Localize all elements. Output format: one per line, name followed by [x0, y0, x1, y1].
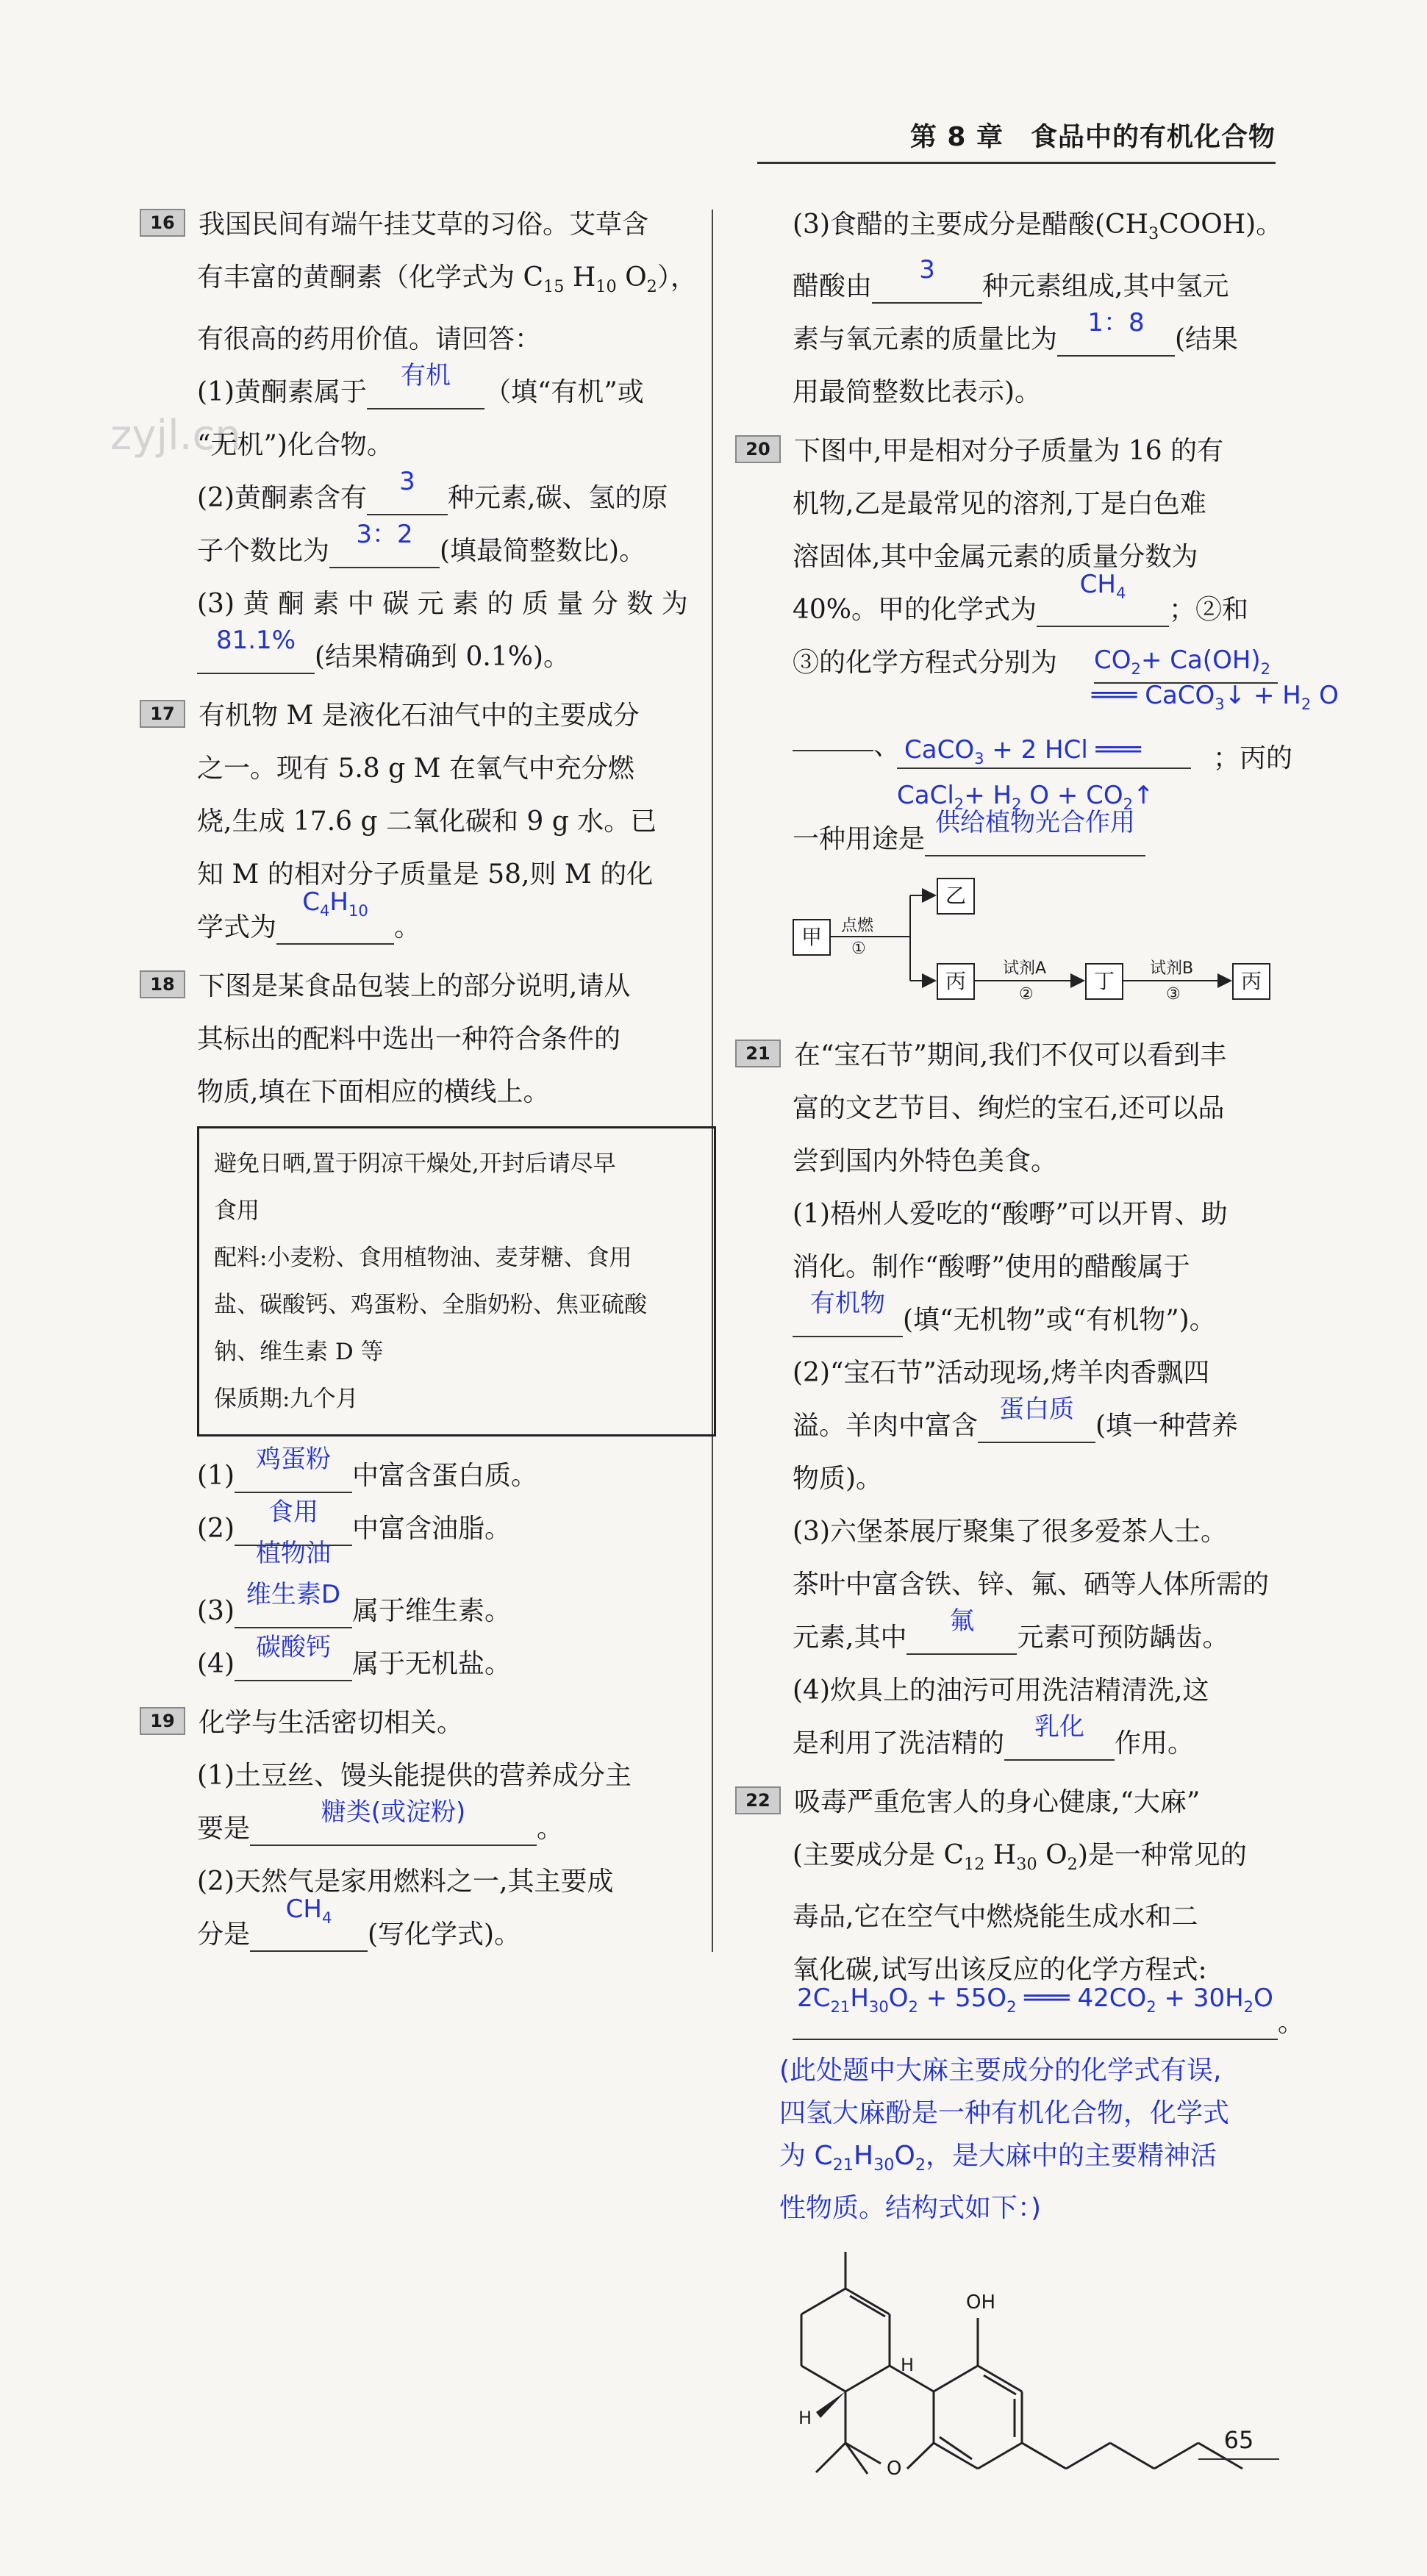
label-line: 配料:小麦粉、食用植物油、麦芽糖、食用 [214, 1245, 632, 1272]
answer: 乳化 [1034, 1712, 1085, 1742]
oh-label: OH [966, 2291, 996, 2314]
answer-blank[interactable] [367, 361, 484, 409]
question-22 [735, 1776, 1305, 2523]
answer-blank[interactable] [250, 1797, 537, 1846]
question-text: 有丰富的黄酮素（化学式为 $C_{15}$ $H_{10}$ $O_2$）， [197, 262, 697, 297]
answer-underline [793, 718, 873, 751]
part-3: (3)六堡茶展厅聚集了很多爱茶人士。 [793, 1517, 1227, 1548]
answer: 食用 [268, 1498, 318, 1528]
reaction-diagram [793, 875, 1283, 1015]
node-bing-2: 丙 [1232, 963, 1270, 1000]
answer: $C_4H_{10}$ [302, 887, 368, 920]
part-2: (2)“宝石节”活动现场,烤羊肉香飘四 [793, 1358, 1210, 1389]
question-text: 化学与生活密切相关。 [199, 1708, 464, 1739]
part-4-cont: 是利用了洗洁精的 乳化 作用。 [735, 1717, 1283, 1770]
question-text: 40%。甲的化学式为 $CH_4$ ；②和 [735, 584, 1283, 637]
part-1: (1) 鸡蛋粉 中富含蛋白质。 [140, 1450, 695, 1503]
food-label-box [197, 1126, 716, 1437]
question-16 [140, 198, 695, 684]
node-ding: 丁 [1085, 963, 1123, 1000]
label-line: 避免日晒,置于阴凉干燥处,开封后请尽早 [214, 1151, 616, 1178]
page-header [757, 110, 1276, 164]
question-text: 我国民间有端午挂艾草的习俗。艾草含 [199, 210, 649, 240]
answer-blank[interactable] [906, 1606, 1017, 1655]
answer: 有机物 [810, 1289, 885, 1319]
answer: 3 [919, 255, 935, 285]
answer-blank[interactable] [1057, 308, 1175, 357]
answer-blank[interactable] [793, 1983, 1278, 2040]
question-text: 有很高的药用价值。请回答： [197, 324, 542, 355]
question-text: 氧化碳,试写出该反应的化学方程式: [793, 1955, 1207, 1986]
question-text: 下图是某食品包装上的部分说明,请从 [199, 971, 631, 1002]
part-4: (4)炊具上的油污可用洗洁精清洗,这 [793, 1675, 1209, 1706]
equation-2-bottom: CaCl$_2$+ $H_2$ $O + CO_2↑$ [897, 781, 1154, 813]
part-2-cont: 溢。羊肉中富含 蛋白质 (填一种营养 [735, 1400, 1283, 1453]
question-text: ；丙的 [1213, 743, 1293, 774]
answer-blank[interactable] [872, 255, 982, 304]
answer: $CH_4$ [285, 1895, 332, 1928]
answer-blank[interactable] [793, 1289, 903, 1337]
part-3-cont: 素与氧元素的质量比为 1：8 (结果 [735, 313, 1283, 366]
label-reagent-b: 试剂B [1150, 959, 1194, 978]
question-text: 尝到国内外特色美食。 [793, 1146, 1058, 1177]
structure-drawing [787, 2244, 1301, 2524]
question-text: 之一。现有 5.8 g M 在氧气中充分燃 [197, 754, 634, 784]
question-text: 下图中,甲是相对分子质量为 16 的有 [794, 436, 1224, 467]
question-text: 学式为 $C_4H_{10}$ 。 [140, 901, 695, 954]
h-label-1: H [901, 2354, 915, 2375]
answer: 蛋白质 [999, 1395, 1075, 1425]
label-line: 钠、维生素 D 等 [214, 1339, 384, 1366]
label-ignite: 点燃 [841, 917, 874, 936]
part-3: (3)食醋的主要成分是醋酸$(CH_3COOH)$。 [793, 210, 1283, 244]
chapter-title: 第 8 章 食品中的有机化合物 [909, 122, 1276, 152]
page-number: 65 [1198, 2426, 1279, 2460]
answer: $CH_4$ [1079, 570, 1126, 603]
answer-blank[interactable] [197, 626, 315, 674]
part-3-cont: 醋酸由 3 种元素组成,其中氢元 [735, 260, 1283, 313]
question-number: 22 [735, 1786, 781, 1814]
question-19-continued [735, 198, 1283, 419]
part-1: (1)梧州人爱吃的“酸嘢”可以开胃、助 [793, 1199, 1228, 1230]
column-divider [712, 210, 713, 1952]
part-3: (3) 维生素D 属于维生素。 [140, 1585, 695, 1638]
answer: 供给植物光合作用 [935, 808, 1136, 838]
part-3-cont: 用最简整数比表示)。 [793, 377, 1042, 408]
question-number: 17 [140, 700, 185, 728]
answer-blank[interactable] [1037, 570, 1169, 627]
question-text: 毒品,它在空气中燃烧能生成水和二 [793, 1902, 1198, 1933]
h-label-2: H [798, 2407, 812, 2428]
question-number: 18 [140, 970, 185, 998]
equation-1-top: $CO_2+ Ca(OH)_2$ [1094, 645, 1271, 678]
part-4: (4) 碳酸钙 属于无机盐。 [140, 1638, 695, 1691]
left-column [140, 198, 695, 1967]
answer-blank[interactable] [235, 1498, 352, 1569]
answer: 植物油 [256, 1539, 331, 1569]
right-column [735, 198, 1339, 2530]
label-step-1: ① [851, 940, 866, 959]
part-1: (1)土豆丝、馒头能提供的营养成分主 [197, 1761, 632, 1792]
answer: 碳酸钙 [256, 1633, 331, 1663]
answer-blank[interactable] [978, 1395, 1095, 1443]
question-text: 其标出的配料中选出一种符合条件的 [197, 1024, 621, 1055]
question-18 [140, 960, 695, 1691]
question-19 [140, 1697, 695, 1961]
equation-line-2: 、 CaCO$_3$ + 2 HCl ═══ CaCl$_2$+ $H_2$ $O + CO_2↑$ ；丙的 [735, 718, 1283, 813]
thc-structure [787, 2244, 1301, 2524]
question-text: 烧,生成 17.6 g 二氧化碳和 9 g 水。已 [197, 806, 657, 837]
question-text: (主要成分是 $C_{12}$ $H_{30}$ $O_2$)是一种常见的 [793, 1840, 1247, 1875]
answer-blank[interactable] [235, 1633, 352, 1681]
equation-line-1: ③的化学方程式分别为 $CO_2+ Ca(OH)_2$ ═══ CaCO$_3$↓ + $H_2$ O [735, 637, 1283, 718]
node-yi: 乙 [937, 878, 975, 915]
question-17 [140, 690, 695, 954]
answer: 氟 [949, 1606, 975, 1636]
correction-note: (此处题中大麻主要成分的化学式有误, 四氢大麻酚是一种有机化合物，化学式 为 $C_{21}H_{30}O_2$，是大麻中的主要精神活 性物质。结构式如下：) [779, 2056, 1230, 2223]
question-text: 溶固体,其中金属元素的质量分数为 [793, 542, 1198, 573]
label-reagent-a: 试剂A [1003, 959, 1047, 978]
part-3-cont: 茶叶中富含铁、锌、氟、硒等人体所需的 [793, 1570, 1270, 1600]
answer: $2C_{21}H_{30}O_2 + 55O_2$ ═══ $42CO_2 + 30H_2O$ [797, 1983, 1273, 2016]
question-text: 物质,填在下面相应的横线上。 [197, 1077, 550, 1108]
part-3: (3) 黄 酮 素 中 碳 元 素 的 质 量 分 数 为 [197, 589, 688, 620]
answer: 鸡蛋粉 [256, 1445, 331, 1475]
label-step-2: ② [1019, 985, 1034, 1004]
part-1-cont: “无机”)化合物。 [197, 430, 393, 461]
label-line: 盐、碳酸钙、鸡蛋粉、全脂奶粉、焦亚硫酸 [214, 1292, 647, 1319]
answer-blank[interactable] [1004, 1712, 1115, 1761]
answer: 1：8 [1087, 308, 1145, 338]
question-text: 吸毒严重危害人的身心健康,“大麻” [794, 1787, 1201, 1818]
question-text: 在“宝石节”期间,我们不仅可以看到丰 [794, 1040, 1227, 1071]
part-2-cont: 子个数比为 3：2 (填最简整数比)。 [140, 525, 695, 578]
answer-blank[interactable] [329, 520, 440, 568]
watermark: zyjl.cn [110, 412, 241, 459]
question-20 [735, 425, 1339, 1015]
question-number: 20 [735, 435, 781, 463]
equation-1-bottom: ═══ CaCO$_3$↓ + $H_2$ O [1092, 681, 1339, 713]
part-3-cont: 81.1% (结果精确到 0.1%)。 [140, 631, 695, 684]
answer: 3：2 [356, 520, 413, 550]
answer: 3 [399, 467, 415, 497]
node-jia: 甲 [793, 919, 831, 956]
question-21 [735, 1029, 1283, 1770]
label-line: 食用 [214, 1198, 260, 1225]
equation-line: $2C_{21}H_{30}O_2 + 55O_2$ ═══ $42CO_2 + 30H_2O$ 。 [735, 1997, 1283, 2050]
part-2: (2)天然气是家用燃料之一,其主要成 [197, 1867, 614, 1897]
part-2: (2) 食用 植物油 中富含油脂。 [140, 1503, 695, 1585]
label-line: 保质期:九个月 [214, 1386, 359, 1413]
part-1: (1)黄酮素属于 有机 （填“有机”或 [140, 366, 695, 419]
question-text: 一种用途是 供给植物光合作用 [735, 813, 1283, 866]
equation-2-top: CaCO$_3$ + 2 HCl ═══ [904, 735, 1142, 768]
o-label: O [887, 2457, 902, 2480]
answer: 糖类(或淀粉) [321, 1797, 466, 1828]
question-text: 机物,乙是最常见的溶剂,丁是白色难 [793, 489, 1206, 520]
part-1-cont: 有机物 (填“无机物”或“有机物”)。 [735, 1294, 1283, 1347]
node-bing: 丙 [937, 963, 975, 1000]
part-2-cont: 分是 $CH_4$ (写化学式)。 [140, 1908, 695, 1961]
question-text: 富的文艺节目、绚烂的宝石,还可以品 [793, 1093, 1225, 1124]
part-1-cont: 要是 糖类(或淀粉) 。 [140, 1803, 695, 1856]
question-number: 19 [140, 1707, 185, 1735]
part-2-cont: 物质)。 [793, 1464, 883, 1495]
answer-blank[interactable] [250, 1895, 368, 1952]
part-1-cont: 消化。制作“酸嘢”使用的醋酸属于 [793, 1252, 1190, 1283]
answer: 有机 [401, 361, 451, 391]
answer: 维生素D [246, 1580, 341, 1610]
part-2: (2)黄酮素含有 3 种元素,碳、氢的原 [140, 472, 695, 525]
question-number: 16 [140, 209, 185, 237]
question-number: 21 [735, 1040, 781, 1067]
part-3-cont: 元素,其中 氟 元素可预防龋齿。 [735, 1611, 1283, 1664]
answer: 81.1% [215, 626, 296, 656]
question-text: 有机物 M 是液化石油气中的主要成分 [199, 701, 640, 731]
label-step-3: ③ [1166, 985, 1181, 1004]
question-text: 知 M 的相对分子质量是 58,则 M 的化 [197, 859, 654, 890]
